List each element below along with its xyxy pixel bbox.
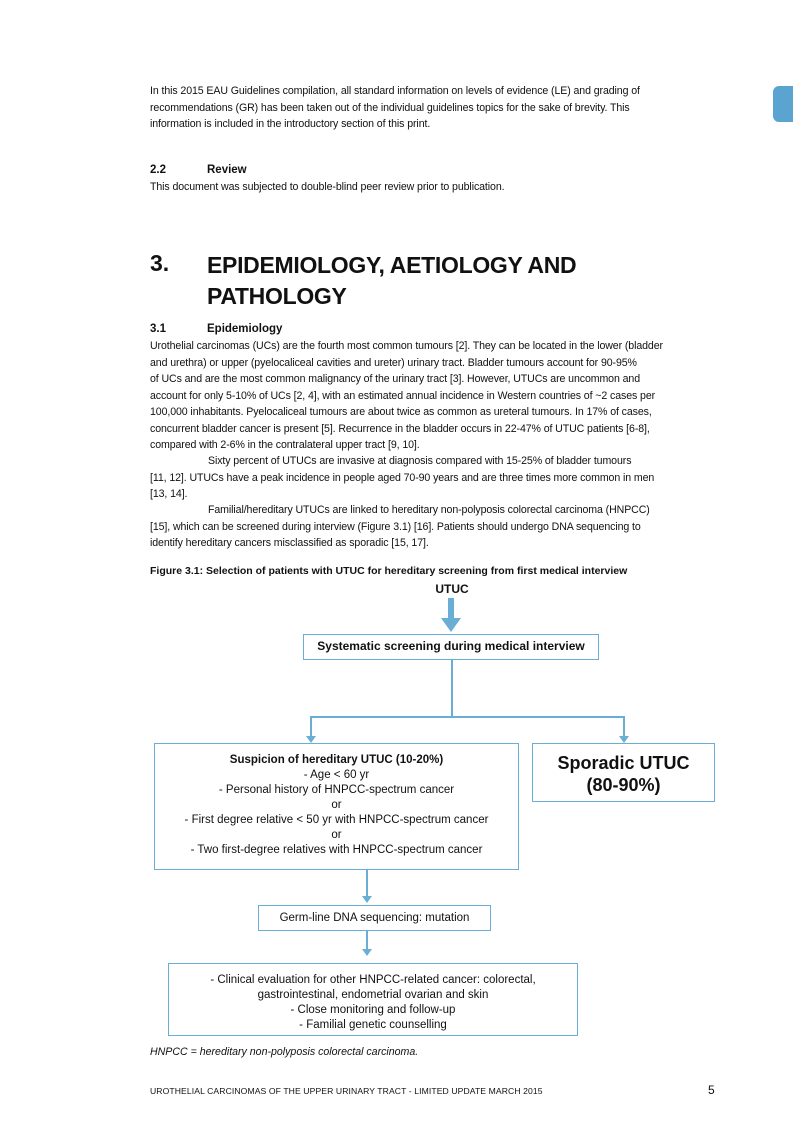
suspicion-line: or [331,829,342,841]
suspicion-line: - Personal history of HNPCC-spectrum cancer [218,784,455,796]
connector-line [310,716,312,737]
epidemiology-paragraph-1: Urothelial carcinomas (UCs) are the fourth most common tumours [2]. They can be located in the lower (bladder and urethra) or upper (pyelocaliceal cavities and ureter) urinary tract. Bladder tumours account for 90-95% of UCs and are the most common malignancy of the urinary tract [3]. However, UTUCs are uncommon and account for only 5-10% of UCs [2, 4], with an estimated annual incidence in Western countries of ~2 cases per 100,000 inhabitants. Pyelocaliceal tumours are about twice as common as ureteral tumours. In 17% of cases, concurrent bladder cancer is present [5]. Recurrence in the bladder occurs in 22-47% of UTUC patients [6-8], compared with 2-6% in the contralateral upper tract [9, 10]. [150,340,663,451]
sporadic-line: Sporadic UTUC [557,753,690,773]
sporadic-box [532,743,715,802]
figure-footnote: HNPCC = hereditary non-polyposis colorectal carcinoma. [150,1046,419,1058]
evaluation-box [168,963,578,1036]
suspicion-line: - First degree relative < 50 yr with HNPCC-spectrum cancer [184,814,489,826]
evaluation-line: - Close monitoring and follow-up [290,1004,456,1016]
section-2-2-number: 2.2 [150,164,166,176]
page-number: 5 [708,1083,715,1097]
chapter-number: 3. [150,250,170,276]
chapter-tab-marker [773,86,793,122]
intro-paragraph: In this 2015 EAU Guidelines compilation, all standard information on levels of evidence (LE) and grading of recommendations (GR) has been taken out of the individual guidelines topics for the sake of brevity. This information is included in the introductory section of this print. [150,85,640,130]
section-3-1-number: 3.1 [150,323,166,335]
evaluation-line: gastrointestinal, endometrial ovarian and skin [257,989,489,1001]
screening-box: Systematic screening during medical interview [303,634,599,660]
connector-line [366,870,368,897]
section-3-1-title: Epidemiology [207,323,283,335]
flowchart-top-label: UTUC [435,582,469,596]
figure-caption: Figure 3.1: Selection of patients with UTUC for hereditary screening from first medical interview [150,565,628,577]
sequencing-box: Germ-line DNA sequencing: mutation [258,905,491,931]
big-down-arrow [441,598,461,634]
suspicion-box [154,743,519,870]
connector-line [366,931,368,950]
arrowhead [362,949,372,956]
connector-line [623,716,625,737]
arrowhead [362,896,372,903]
branch-line [310,716,625,718]
suspicion-title: Suspicion of hereditary UTUC (10-20%) [229,754,444,766]
epidemiology-paragraph-2: Sixty percent of UTUCs are invasive at diagnosis compared with 15-25% of bladder tumours [11, 12]. UTUCs have a peak incidence in people aged 70-90 years and are three times more common in men [13, 14]. [150,455,655,500]
arrowhead [619,736,629,743]
footer-title: UROTHELIAL CARCINOMAS OF THE UPPER URINARY TRACT - LIMITED UPDATE MARCH 2015 [150,1086,543,1096]
epidemiology-paragraph-3: Familial/hereditary UTUCs are linked to hereditary non-polyposis colorectal carcinoma (HNPCC) [15], which can be screened during interview (Figure 3.1) [16]. Patients should undergo DNA sequencing to identify hereditary cancers misclassified as sporadic [15, 17]. [150,504,650,549]
suspicion-line: - Two first-degree relatives with HNPCC-spectrum cancer [190,844,483,856]
evaluation-line: - Clinical evaluation for other HNPCC-related cancer: colorectal, [210,974,536,986]
arrowhead [306,736,316,743]
evaluation-line: - Familial genetic counselling [299,1019,447,1031]
chapter-title: EPIDEMIOLOGY, AETIOLOGY AND PATHOLOGY [207,252,577,309]
section-2-2-body: This document was subjected to double-blind peer review prior to publication. [150,181,505,193]
connector-line [451,660,453,717]
suspicion-line: - Age < 60 yr [303,769,370,781]
suspicion-line: or [331,799,342,811]
sporadic-line: (80-90%) [586,775,661,795]
section-2-2-title: Review [207,164,247,176]
